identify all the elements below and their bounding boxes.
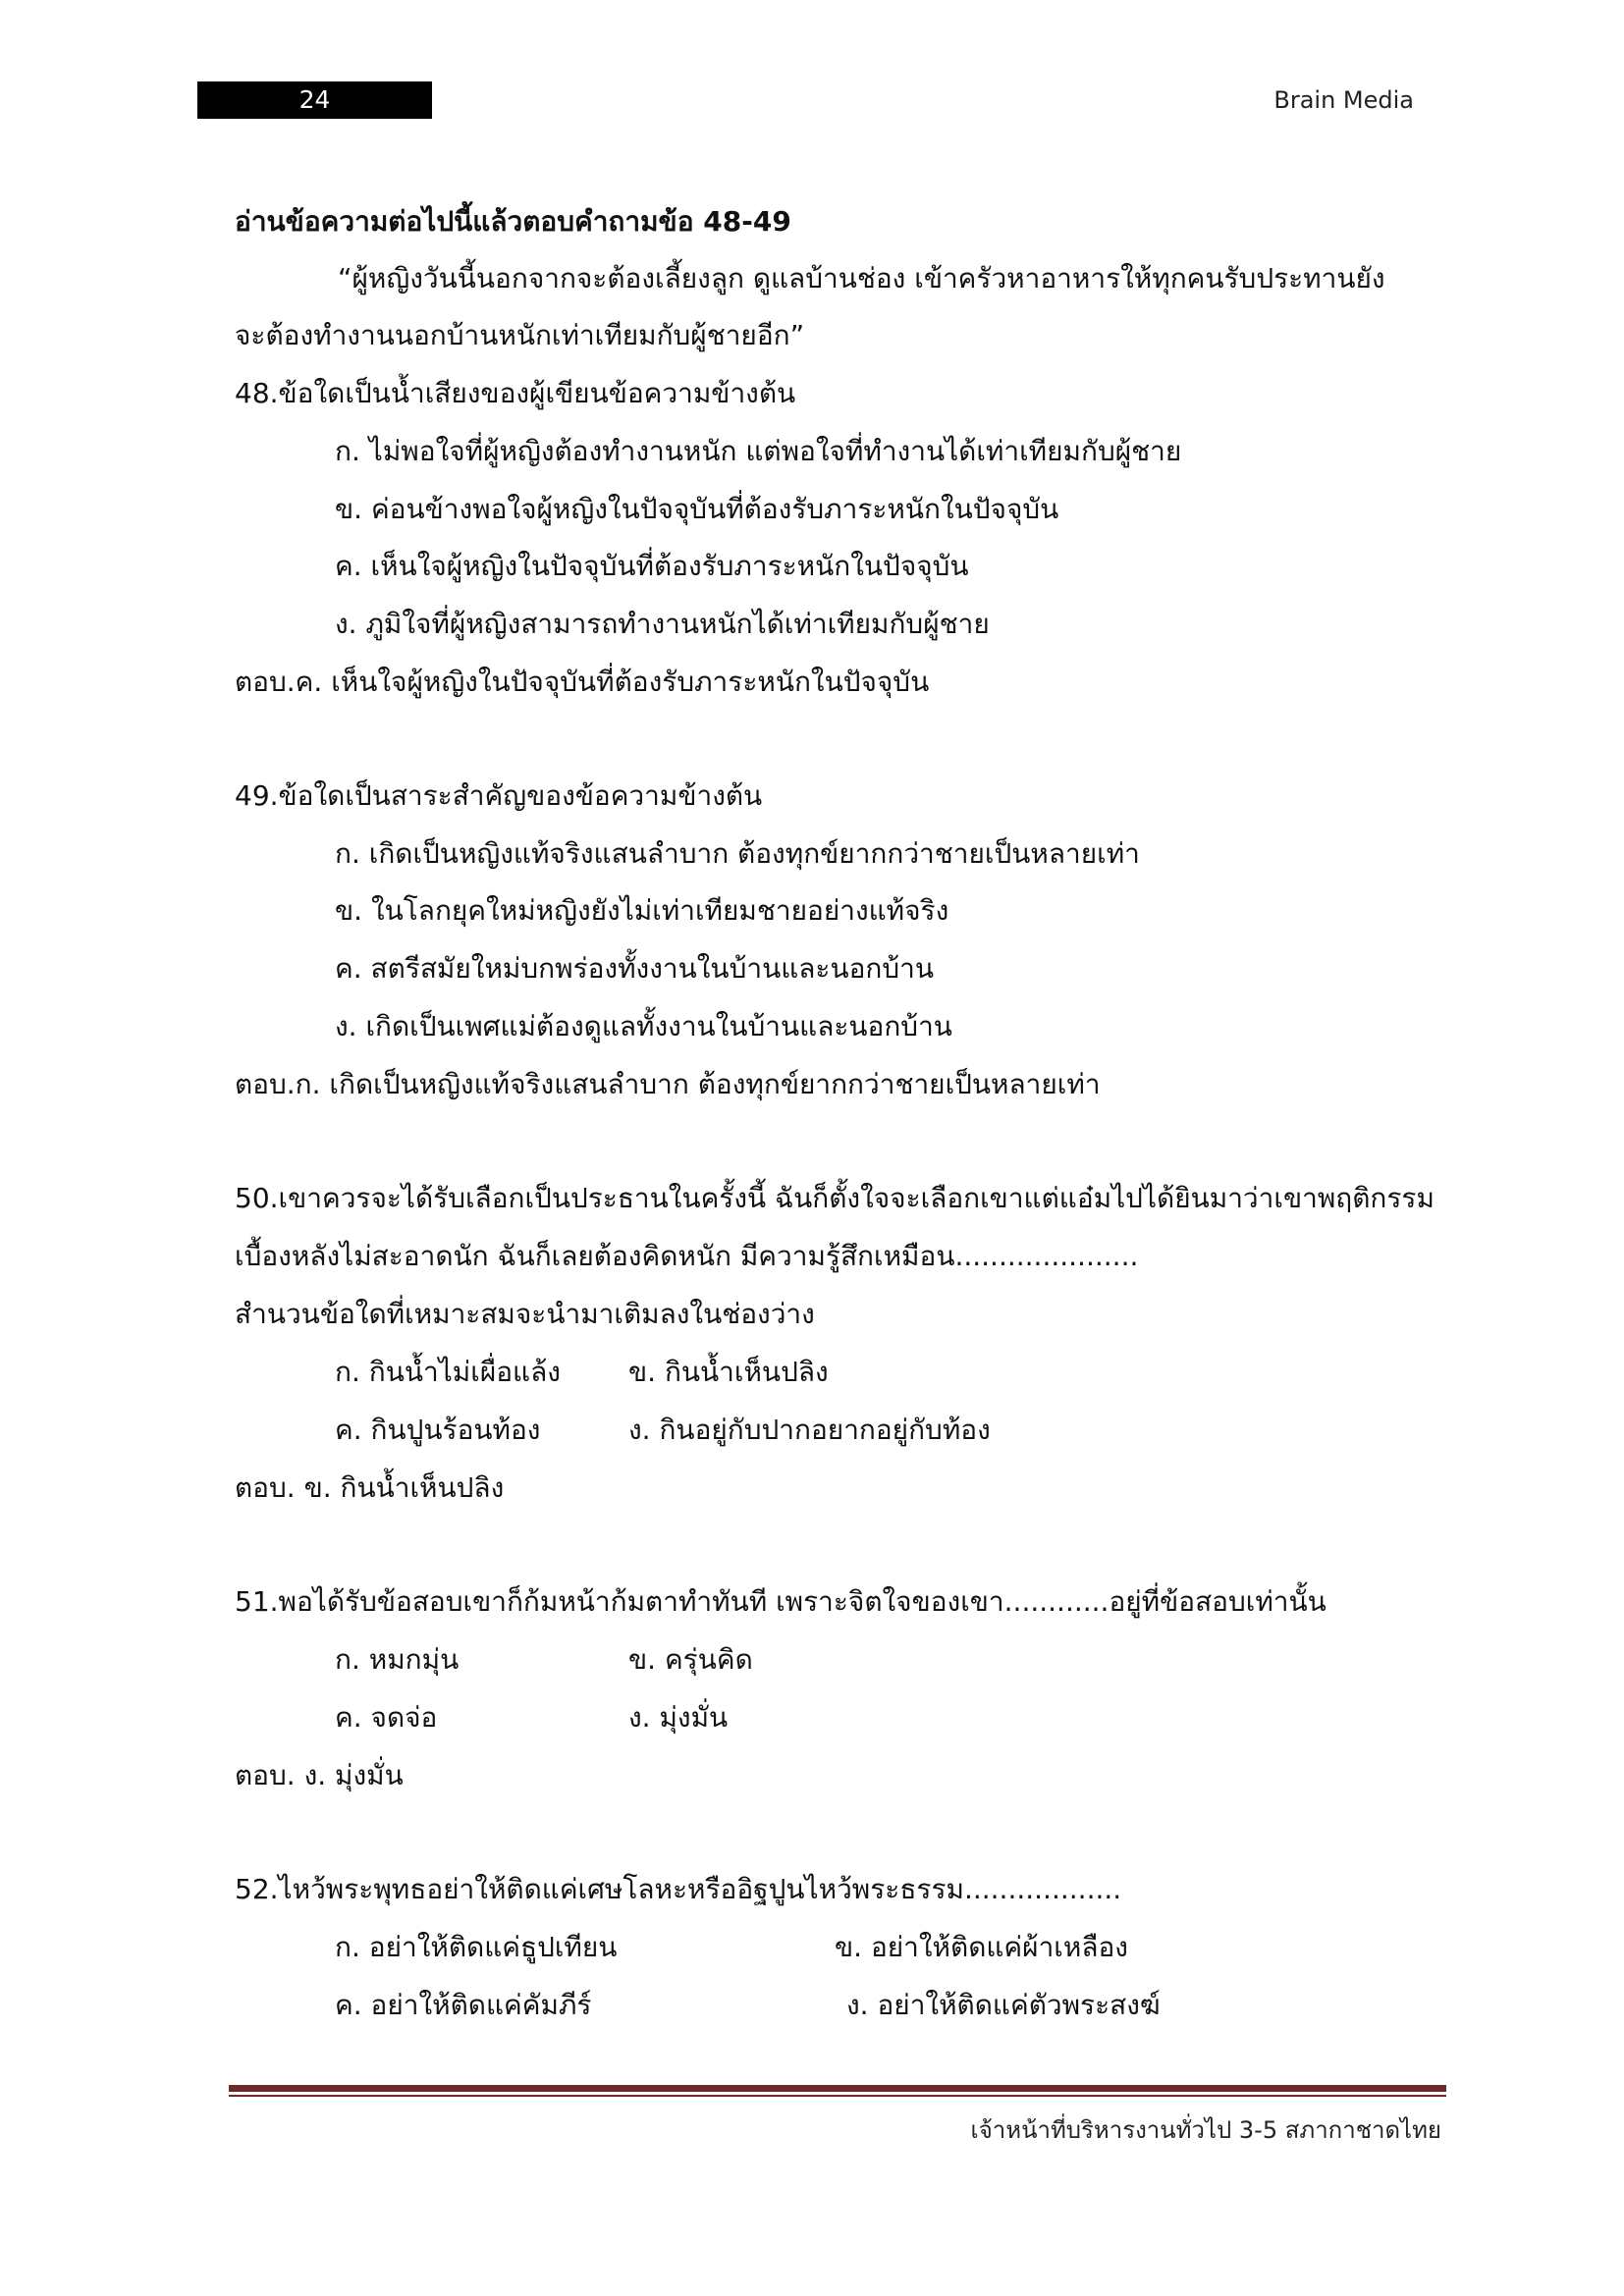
q50-answer: ตอบ. ข. กินน้ำเห็นปลิง — [235, 1471, 505, 1504]
q50-option-d: ง. กินอยู่กับปากอยากอยู่กับท้อง — [628, 1414, 991, 1446]
q50-option-c: ค. กินปูนร้อนท้อง — [335, 1414, 541, 1446]
q51-option-a: ก. หมกมุ่น — [335, 1643, 460, 1676]
footer-rule-thick — [229, 2085, 1446, 2092]
q48-option-c: ค. เห็นใจผู้หญิงในปัจจุบันที่ต้องรับภาระหนักในปัจจุบัน — [335, 550, 969, 582]
q51-answer: ตอบ. ง. มุ่งมั่น — [235, 1759, 404, 1791]
q52-option-b: ข. อย่าให้ติดแค่ผ้าเหลือง — [835, 1931, 1128, 1963]
footer-rule-thin — [229, 2095, 1446, 2097]
passage-quote-line2: จะต้องทำงานนอกบ้านหนักเท่าเทียมกับผู้ชายอีก” — [235, 319, 805, 351]
q52-option-c: ค. อย่าให้ติดแค่คัมภีร์ — [335, 1989, 592, 2021]
q51-option-d: ง. มุ่งมั่น — [628, 1701, 729, 1734]
q48-question: 48.ข้อใดเป็นน้ำเสียงของผู้เขียนข้อความข้างต้น — [235, 377, 796, 409]
passage-instruction: อ่านข้อความต่อไปนี้แล้วตอบคำถามข้อ 48-49 — [235, 205, 791, 238]
q52-question: 52.ไหว้พระพุทธอย่าให้ติดแค่เศษโลหะหรืออิฐปูนไหว้พระธรรม.................. — [235, 1873, 1122, 1905]
footer-text: เจ้าหน้าที่บริหารงานทั่วไป 3-5 สภากาชาดไทย — [970, 2116, 1441, 2144]
q48-option-d: ง. ภูมิใจที่ผู้หญิงสามารถทำงานหนักได้เท่าเทียมกับผู้ชาย — [335, 608, 990, 640]
q50-option-a: ก. กินน้ำไม่เผื่อแล้ง — [335, 1356, 561, 1388]
q48-option-a: ก. ไม่พอใจที่ผู้หญิงต้องทำงานหนัก แต่พอใจที่ทำงานได้เท่าเทียมกับผู้ชาย — [335, 435, 1182, 467]
passage-quote-line1: “ผู้หญิงวันนี้นอกจากจะต้องเลี้ยงลูก ดูแลบ้านช่อง เข้าครัวหาอาหารให้ทุกคนรับประทานยัง — [338, 262, 1385, 294]
q51-option-c: ค. จดจ่อ — [335, 1701, 438, 1734]
q50-option-b: ข. กินน้ำเห็นปลิง — [628, 1356, 829, 1388]
q48-answer: ตอบ.ค. เห็นใจผู้หญิงในปัจจุบันที่ต้องรับภาระหนักในปัจจุบัน — [235, 666, 930, 698]
q49-option-d: ง. เกิดเป็นเพศแม่ต้องดูแลทั้งงานในบ้านและนอกบ้าน — [335, 1010, 952, 1042]
q51-option-b: ข. ครุ่นคิด — [628, 1643, 753, 1676]
q50-question-line2: เบื้องหลังไม่สะอาดนัก ฉันก็เลยต้องคิดหนัก มีความรู้สึกเหมือน..................... — [235, 1240, 1139, 1272]
q49-question: 49.ข้อใดเป็นสาระสำคัญของข้อความข้างต้น — [235, 779, 763, 812]
q50-question-line3: สำนวนข้อใดที่เหมาะสมจะนำมาเติมลงในช่องว่าง — [235, 1298, 815, 1330]
q52-option-d: ง. อย่าให้ติดแค่ตัวพระสงฆ์ — [846, 1989, 1161, 2021]
header-brand: Brain Media — [1273, 86, 1414, 114]
q49-option-a: ก. เกิดเป็นหญิงแท้จริงแสนลำบาก ต้องทุกข์ยากกว่าชายเป็นหลายเท่า — [335, 837, 1140, 870]
q49-option-c: ค. สตรีสมัยใหม่บกพร่องทั้งงานในบ้านและนอกบ้าน — [335, 952, 934, 985]
footer-rule — [229, 2085, 1446, 2099]
page-number: 24 — [197, 81, 432, 119]
q51-question: 51.พอได้รับข้อสอบเขาก็ก้มหน้าก้มตาทำทันที เพราะจิตใจของเขา............อยู่ที่ข้อสอบเท่านั้น — [235, 1585, 1326, 1618]
q49-option-b: ข. ในโลกยุคใหม่หญิงยังไม่เท่าเทียมชายอย่างแท้จริง — [335, 894, 949, 927]
q50-question-line1: 50.เขาควรจะได้รับเลือกเป็นประธานในครั้งนี้ ฉันก็ตั้งใจจะเลือกเขาแต่แอ๋มไปได้ยินมาว่าเขาพฤติกรรม — [235, 1182, 1435, 1214]
q52-option-a: ก. อย่าให้ติดแค่ธูปเทียน — [335, 1931, 618, 1963]
q48-option-b: ข. ค่อนข้างพอใจผู้หญิงในปัจจุบันที่ต้องรับภาระหนักในปัจจุบัน — [335, 493, 1059, 525]
q49-answer: ตอบ.ก. เกิดเป็นหญิงแท้จริงแสนลำบาก ต้องทุกข์ยากกว่าชายเป็นหลายเท่า — [235, 1068, 1101, 1100]
